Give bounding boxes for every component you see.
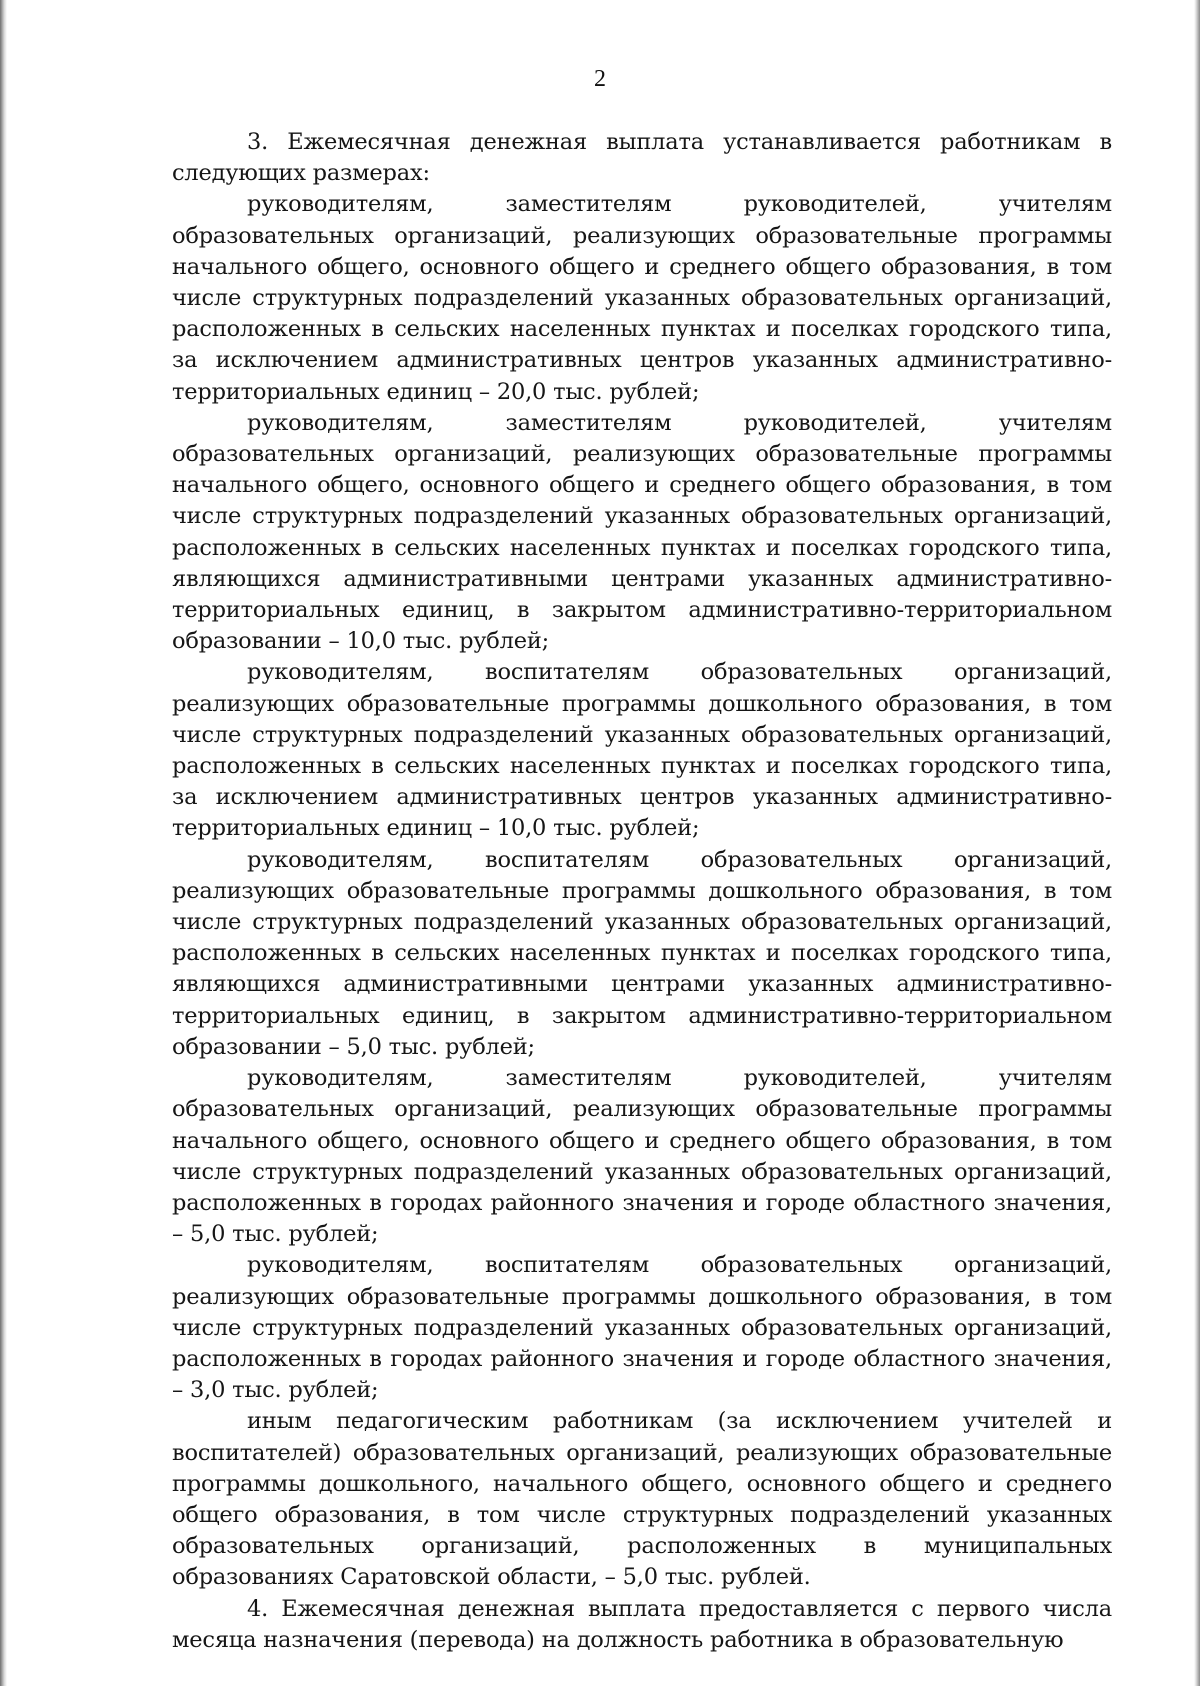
scan-edge-right — [1194, 0, 1200, 1686]
paragraph-teachers-cities: руководителям, заместителям руководителей, учителям образовательных организаций, реализующих образовательные программы начального общего, основного общего и среднего общего образования, в том числе структурных подразделений указанных образовательных организаций, расположенных в городах районного значения и городе областного значения, – 5,0 тыс. рублей; — [172, 1065, 1112, 1248]
page-number: 2 — [594, 66, 606, 92]
paragraph-teachers-rural: руководителям, заместителям руководителей, учителям образовательных организаций, реализующих образовательные программы начального общего, основного общего и среднего общего образования, в том числе структурных подразделений указанных образовательных организаций, расположенных в сельских населенных пунктах и поселках городского типа, за исключением административных центров указанных административно-территориальных единиц – 20,0 тыс. рублей; — [172, 191, 1112, 405]
paragraph-preschool-admin-centers: руководителям, воспитателям образовательных организаций, реализующих образовательные программы дошкольного образования, в том числе структурных подразделений указанных образовательных организаций, расположенных в сельских населенных пунктах и поселках городского типа, являющихся административными центрами указанных административно-территориальных единиц, в закрытом административно-территориальном образовании – 5,0 тыс. рублей; — [172, 846, 1112, 1060]
paragraph-clause-3-intro: 3. Ежемесячная денежная выплата устанавливается работникам в следующих размерах: — [172, 129, 1112, 187]
document-body — [172, 127, 1112, 1656]
paragraph-teachers-admin-centers: руководителям, заместителям руководителей, учителям образовательных организаций, реализующих образовательные программы начального общего, основного общего и среднего общего образования, в том числе структурных подразделений указанных образовательных организаций, расположенных в сельских населенных пунктах и поселках городского типа, являющихся административными центрами указанных административно-территориальных единиц, в закрытом административно-территориальном образовании – 10,0 тыс. рублей; — [172, 409, 1112, 655]
paragraph-clause-4: 4. Ежемесячная денежная выплата предоставляется с первого числа месяца назначения (перевода) на должность работника в образовательную — [172, 1595, 1112, 1653]
paragraph-preschool-cities: руководителям, воспитателям образовательных организаций, реализующих образовательные программы дошкольного образования, в том числе структурных подразделений указанных образовательных организаций, расположенных в городах районного значения и городе областного значения, – 3,0 тыс. рублей; — [172, 1252, 1112, 1404]
paragraph-preschool-rural: руководителям, воспитателям образовательных организаций, реализующих образовательные программы дошкольного образования, в том числе структурных подразделений указанных образовательных организаций, расположенных в сельских населенных пунктах и поселках городского типа, за исключением административных центров указанных административно-территориальных единиц – 10,0 тыс. рублей; — [172, 659, 1112, 842]
scan-edge-left — [0, 0, 7, 1686]
paragraph-other-pedagogical-staff: иным педагогическим работникам (за исключением учителей и воспитателей) образовательных организаций, реализующих образовательные программы дошкольного, начального общего, основного общего и среднего общего образования, в том числе структурных подразделений указанных образовательных организаций, расположенных в муниципальных образованиях Саратовской области, – 5,0 тыс. рублей. — [172, 1408, 1112, 1591]
